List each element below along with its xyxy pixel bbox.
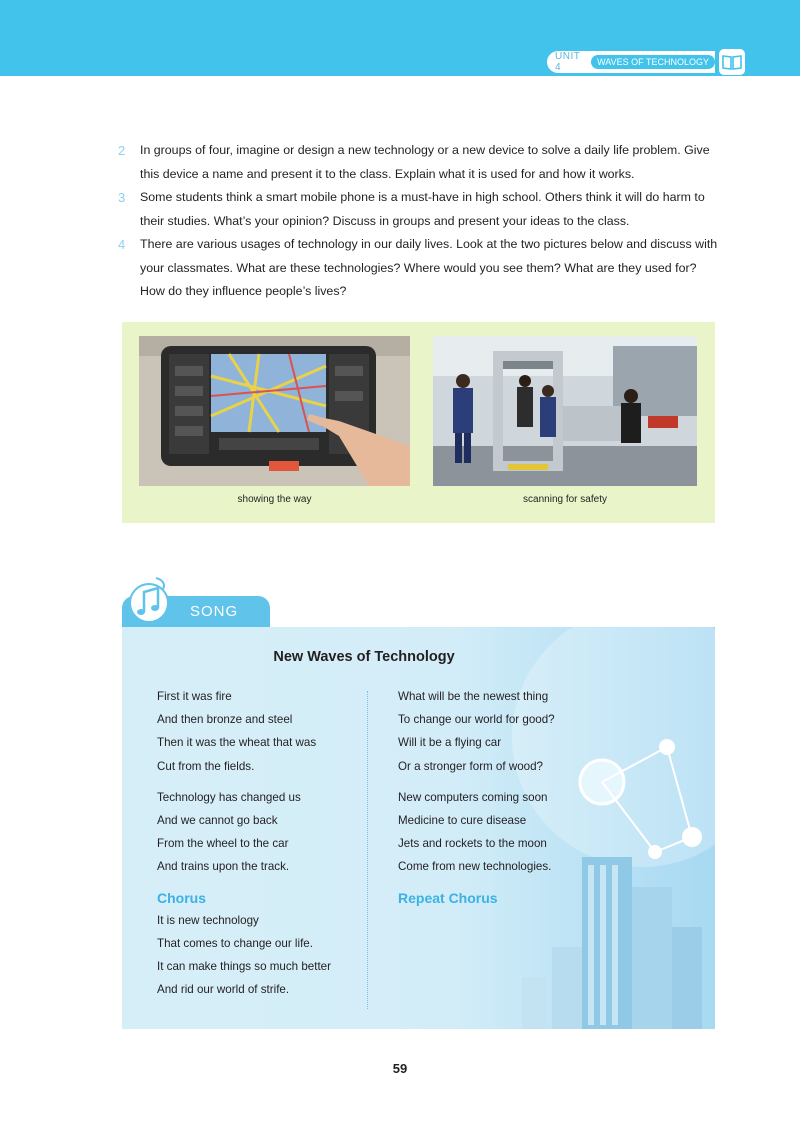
question-text: There are various usages of technology in our daily lives. Look at the two pictures below and discuss with your classmates. What are these technologies? Where would you see them? What are they used for? How do they influence people’s lives? [140, 237, 718, 298]
question-text: Some students think a smart mobile phone is a must-have in high school. Others think it will do harm to their studies. What’s your opinion? Discuss in groups and present your ideas to the class. [140, 190, 705, 228]
song-line: Come from new technologies. [398, 860, 552, 874]
song-line: From the wheel to the car [157, 837, 289, 851]
stanza [398, 685, 555, 778]
song-line: And we cannot go back [157, 814, 278, 828]
song-left-column [157, 685, 331, 1001]
song-line: Cut from the fields. [157, 759, 255, 773]
gps-navigation-photo [139, 336, 410, 486]
song-line: To change our world for good? [398, 713, 555, 727]
song-line: Then it was the wheat that was [157, 736, 317, 750]
photo-caption: scanning for safety [523, 494, 607, 505]
song-title: New Waves of Technology [273, 649, 455, 665]
song-line: Or a stronger form of wood? [398, 759, 543, 773]
question-item [118, 186, 718, 233]
page-number: 59 [392, 1061, 408, 1076]
repeat-chorus-heading: Repeat Chorus [398, 889, 498, 906]
stanza [398, 786, 555, 879]
stanza [157, 786, 331, 879]
song-line: What will be the newest thing [398, 690, 549, 703]
question-text: In groups of four, imagine or design a new technology or a new device to solve a daily life problem. Give this device a name and present it to the class. Explain what it is used for and how it works. [140, 143, 710, 181]
song-tab-label: SONG [190, 603, 239, 620]
song-line: And then bronze and steel [157, 713, 293, 727]
unit-label: UNIT 4 [555, 51, 581, 73]
song-line: And rid our world of strife. [157, 983, 290, 997]
column-divider [367, 691, 368, 1009]
unit-header [547, 51, 715, 73]
song-line: First it was fire [157, 690, 232, 703]
discussion-questions [118, 139, 718, 304]
song-line: Technology has changed us [157, 790, 301, 804]
question-number: 4 [118, 237, 126, 252]
chorus-heading: Chorus [157, 889, 206, 906]
song-line: That comes to change our life. [157, 936, 313, 950]
song-line: Will it be a flying car [398, 736, 502, 750]
unit-title: WAVES OF TECHNOLOGY [591, 55, 715, 69]
question-item [118, 233, 718, 304]
stanza [157, 685, 331, 778]
song-line: Jets and rockets to the moon [398, 837, 547, 851]
song-panel [122, 627, 715, 1029]
question-number: 2 [118, 143, 126, 158]
song-line: New computers coming soon [398, 790, 548, 804]
question-item [118, 139, 718, 186]
song-line: It can make things so much better [157, 960, 331, 974]
photo-panel [122, 322, 715, 523]
question-number: 3 [118, 190, 126, 205]
book-icon [719, 49, 745, 75]
photo-caption: showing the way [237, 494, 312, 505]
song-line: And trains upon the track. [157, 860, 290, 874]
song-line: It is new technology [157, 913, 259, 927]
song-line: Medicine to cure disease [398, 814, 527, 828]
security-scanner-photo [433, 336, 697, 486]
song-right-column [398, 685, 555, 909]
music-note-icon [126, 576, 176, 626]
